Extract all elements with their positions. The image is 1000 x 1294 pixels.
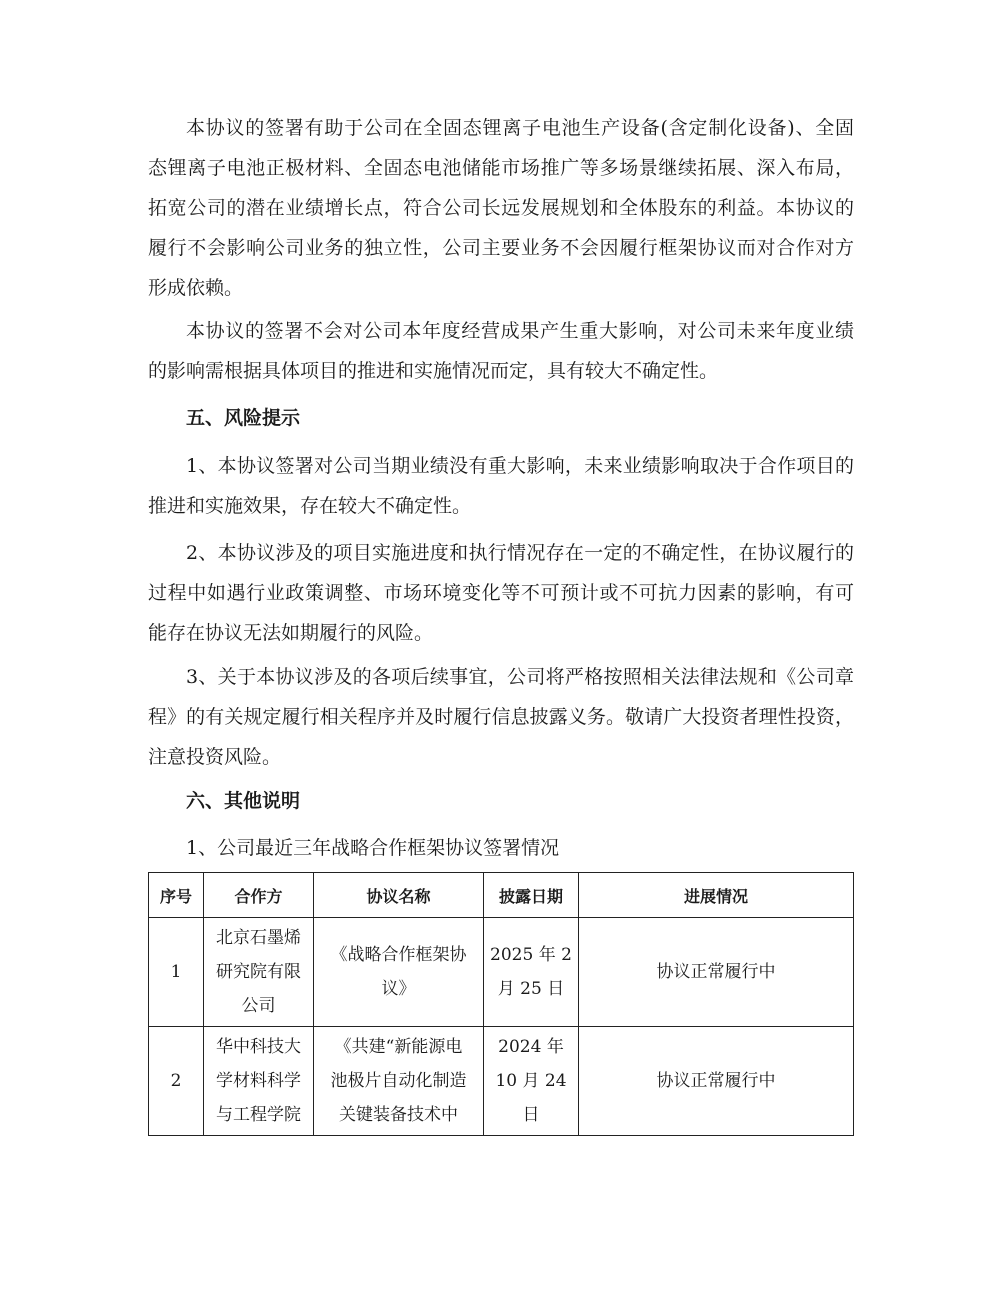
text-line: 履行不会影响公司业务的独立性，公司主要业务不会因履行框架协议而对合作对方: [148, 237, 854, 259]
cell-line: 池极片自动化制造: [330, 1071, 467, 1091]
header-status: 进展情况: [579, 873, 854, 918]
cell-no: 1: [149, 918, 204, 1027]
cell-line: 《战略合作框架协: [330, 945, 467, 965]
cell-line: 议》: [381, 979, 416, 999]
cell-partner: [204, 1027, 314, 1136]
paragraph-risk-3: [148, 657, 854, 777]
text-line: 3、关于本协议涉及的各项后续事宜，公司将严格按照相关法律法规和《公司章: [186, 666, 854, 688]
paragraph-performance-impact: [148, 311, 854, 391]
text-line: 程》的有关规定履行相关程序并及时履行信息披露义务。敬请广大投资者理性投资，: [148, 706, 854, 728]
cell-no: 2: [149, 1027, 204, 1136]
table-caption: 1、公司最近三年战略合作框架协议签署情况: [186, 837, 560, 859]
cell-line: 研究院有限: [216, 962, 301, 982]
text-line: 过程中如遇行业政策调整、市场环境变化等不可预计或不可抗力因素的影响，有可: [148, 582, 854, 604]
cell-line: 学材料科学: [216, 1071, 301, 1091]
table-row: [149, 1027, 854, 1136]
text-line: 能存在协议无法如期履行的风险。: [148, 622, 434, 644]
cell-line: 《共建“新能源电: [334, 1037, 463, 1057]
cell-agreement: [314, 1027, 484, 1136]
paragraph-risk-2: [148, 533, 854, 653]
cell-line: 10 月 24: [495, 1071, 567, 1091]
cell-status: 协议正常履行中: [579, 918, 854, 1027]
cell-line: 北京石墨烯: [216, 928, 301, 948]
text-line: 的影响需根据具体项目的推进和实施情况而定，具有较大不确定性。: [148, 360, 719, 382]
header-partner: 合作方: [204, 873, 314, 918]
text-line: 本协议的签署有助于公司在全固态锂离子电池生产设备(含定制化设备)、全固: [186, 117, 854, 139]
section-heading-risk: 五、风险提示: [186, 407, 301, 429]
paragraph-risk-1: [148, 446, 854, 526]
text-line: 本协议的签署不会对公司本年度经营成果产生重大影响，对公司未来年度业绩: [186, 320, 854, 342]
cell-date: [484, 918, 579, 1027]
cell-line: 2025 年 2: [490, 945, 572, 965]
header-date: 披露日期: [484, 873, 579, 918]
agreements-table: [148, 872, 854, 1136]
text-line: 拓宽公司的潜在业绩增长点，符合公司长远发展规划和全体股东的利益。本协议的: [148, 197, 854, 219]
cell-partner: [204, 918, 314, 1027]
header-agreement: 协议名称: [314, 873, 484, 918]
cell-line: 日: [522, 1105, 540, 1125]
cell-line: 关键装备技术中: [339, 1105, 458, 1125]
text-line: 形成依赖。: [148, 277, 244, 299]
cell-line: 2024 年: [498, 1037, 564, 1057]
table-row: [149, 918, 854, 1027]
text-line: 态锂离子电池正极材料、全固态电池储能市场推广等多场景继续拓展、深入布局，: [148, 157, 854, 179]
header-no: 序号: [149, 873, 204, 918]
text-line: 1、本协议签署对公司当期业绩没有重大影响，未来业绩影响取决于合作项目的: [186, 455, 854, 477]
cell-line: 与工程学院: [216, 1105, 301, 1125]
cell-line: 月 25 日: [497, 979, 565, 999]
text-line: 推进和实施效果，存在较大不确定性。: [148, 495, 472, 517]
cell-date: [484, 1027, 579, 1136]
cell-status: 协议正常履行中: [579, 1027, 854, 1136]
cell-line: 华中科技大: [216, 1037, 301, 1057]
text-line: 2、本协议涉及的项目实施进度和执行情况存在一定的不确定性，在协议履行的: [186, 542, 854, 564]
table-header-row: [149, 873, 854, 918]
section-heading-other: 六、其他说明: [186, 790, 301, 812]
paragraph-agreement-benefit: [148, 108, 854, 308]
cell-agreement: [314, 918, 484, 1027]
cell-line: 公司: [241, 996, 276, 1016]
text-line: 注意投资风险。: [148, 746, 282, 768]
